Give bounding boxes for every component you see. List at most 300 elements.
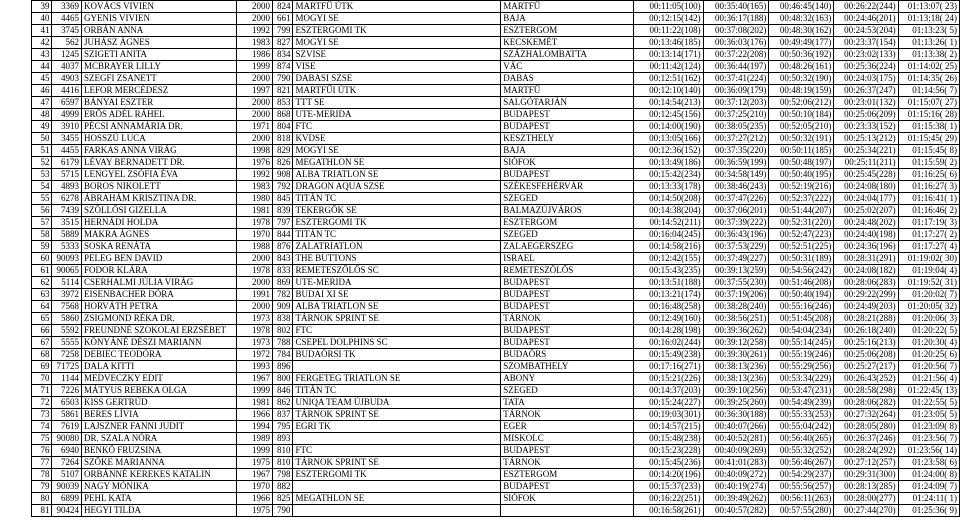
start-no-cell: 661 (272, 13, 293, 25)
club-cell: TITÁN TC (293, 385, 501, 397)
run-time-cell: 00:25:36(224) (834, 61, 898, 73)
club-cell: UTE-MERIDA (293, 109, 501, 121)
city-cell: REMETESZŐLŐS (501, 265, 634, 277)
name-cell: HOSSZÚ LUCA (81, 133, 236, 145)
start-no-cell: 837 (272, 409, 293, 421)
split-time-cell: 00:50:32(191) (769, 133, 834, 145)
start-no-cell: 893 (272, 433, 293, 445)
split-time-cell: 00:57:55(280) (769, 505, 834, 517)
total-time-cell: 01:16:25( 6) (898, 169, 959, 181)
bib-cell: 4455 (52, 145, 82, 157)
birth-year-cell: 1966 (237, 409, 273, 421)
table-row (32, 37, 960, 49)
total-time-cell: 01:16:46( 2) (898, 205, 959, 217)
table-row (32, 241, 960, 253)
club-cell: BUDAI XI SE (293, 289, 501, 301)
swim-time-cell: 00:14:50(208) (633, 193, 703, 205)
club-cell: MOGYI SE (293, 13, 501, 25)
city-cell: SZOMBATHELY (501, 361, 634, 373)
swim-time-cell: 00:16:48(258) (633, 301, 703, 313)
bike-time-cell: 00:37:19(206) (703, 289, 769, 301)
club-cell: REMETESZŐLŐS SC (293, 265, 501, 277)
swim-time-cell: 00:16:04(245) (633, 229, 703, 241)
bike-time-cell: 00:37:55(230) (703, 277, 769, 289)
bike-time-cell: 00:38:13(236) (703, 373, 769, 385)
total-time-cell: 01:21:56( 4) (898, 373, 959, 385)
club-cell: EGRI TK (293, 421, 501, 433)
run-time-cell: 00:24:46(201) (834, 13, 898, 25)
city-cell: ESZTERGOM (501, 217, 634, 229)
split-time-cell: 00:54:04(234) (769, 325, 834, 337)
table-row (32, 493, 960, 505)
swim-time-cell: 00:15:24(227) (633, 397, 703, 409)
start-no-cell: 799 (272, 25, 293, 37)
table-row (32, 481, 960, 493)
birth-year-cell: 1983 (237, 181, 273, 193)
bib-cell: 5715 (52, 169, 82, 181)
total-time-cell: 01:25:36( 9) (898, 505, 959, 517)
split-time-cell: 00:50:40(194) (769, 289, 834, 301)
run-time-cell: 00:28:24(292) (834, 445, 898, 457)
bib-cell: 5861 (52, 409, 82, 421)
birth-year-cell: 1997 (237, 85, 273, 97)
bike-time-cell: 00:36:09(179) (703, 85, 769, 97)
birth-year-cell: 1975 (237, 457, 273, 469)
name-cell: DEBIEC TEODÓRA (81, 349, 236, 361)
city-cell: ISRAEL (501, 253, 634, 265)
table-row (32, 409, 960, 421)
run-time-cell: 00:26:37(247) (834, 85, 898, 97)
total-time-cell: 01:24:00( 8) (898, 469, 959, 481)
run-time-cell: 00:25:16(213) (834, 337, 898, 349)
bike-time-cell: 00:40:09(269) (703, 445, 769, 457)
birth-year-cell: 1978 (237, 265, 273, 277)
table-row (32, 313, 960, 325)
table-row (32, 301, 960, 313)
birth-year-cell: 1967 (237, 469, 273, 481)
start-no-cell: 845 (272, 193, 293, 205)
swim-time-cell: 00:13:46(185) (633, 37, 703, 49)
club-cell: TÁRNOK SPRINT SE (293, 409, 501, 421)
total-time-cell: 01:20:22( 5) (898, 325, 959, 337)
results-body (32, 1, 960, 517)
swim-time-cell: 00:16:02(244) (633, 337, 703, 349)
table-row (32, 277, 960, 289)
start-no-cell: 909 (272, 301, 293, 313)
run-time-cell: 00:28:06(282) (834, 397, 898, 409)
start-no-cell: 795 (272, 421, 293, 433)
bike-time-cell: 00:37:53(229) (703, 241, 769, 253)
table-row (32, 349, 960, 361)
rank-cell: 76 (32, 445, 52, 457)
name-cell: NAGY MÓNIKA (81, 481, 236, 493)
total-time-cell: 01:22:55( 5) (898, 397, 959, 409)
city-cell: BUDAPEST (501, 169, 634, 181)
bib-cell: 6940 (52, 445, 82, 457)
swim-time-cell: 00:15:42(234) (633, 169, 703, 181)
name-cell: PÉCSI ANNAMÁRIA DR. (81, 121, 236, 133)
start-no-cell: 804 (272, 121, 293, 133)
run-time-cell: 00:29:31(300) (834, 469, 898, 481)
split-time-cell: 00:55:33(253) (769, 409, 834, 421)
table-row (32, 193, 960, 205)
run-time-cell: 00:28:58(298) (834, 385, 898, 397)
birth-year-cell: 1966 (237, 493, 273, 505)
bib-cell: 3745 (52, 25, 82, 37)
rank-cell: 55 (32, 193, 52, 205)
run-time-cell: 00:23:37(154) (834, 37, 898, 49)
table-row (32, 373, 960, 385)
city-cell: BUDAPEST (501, 277, 634, 289)
city-cell: BUDAPEST (501, 337, 634, 349)
split-time-cell: 00:54:56(242) (769, 265, 834, 277)
name-cell: PELEG BEN DAVID (81, 253, 236, 265)
run-time-cell: 00:26:43(252) (834, 373, 898, 385)
rank-cell: 74 (32, 421, 52, 433)
bib-cell: 5107 (52, 469, 82, 481)
run-time-cell: 00:27:44(270) (834, 505, 898, 517)
birth-year-cell: 1992 (237, 25, 273, 37)
bike-time-cell: 00:38:05(235) (703, 121, 769, 133)
run-time-cell: 00:29:22(299) (834, 289, 898, 301)
rank-cell: 72 (32, 397, 52, 409)
rank-cell: 62 (32, 277, 52, 289)
name-cell: CSERHALMI JÚLIA VIRÁG (81, 277, 236, 289)
split-time-cell: 00:55:14(245) (769, 337, 834, 349)
start-no-cell: 876 (272, 241, 293, 253)
run-time-cell: 00:24:53(204) (834, 25, 898, 37)
city-cell: TÁRNOK (501, 313, 634, 325)
name-cell: MCBRAYER LILLY (81, 61, 236, 73)
split-time-cell: 00:51:45(208) (769, 313, 834, 325)
total-time-cell: 01:13:26( 1) (898, 37, 959, 49)
city-cell: SALGÓTARJÁN (501, 97, 634, 109)
rank-cell: 59 (32, 241, 52, 253)
table-row (32, 265, 960, 277)
rank-cell: 40 (32, 13, 52, 25)
total-time-cell: 01:13:07( 23) (898, 1, 959, 13)
birth-year-cell: 2000 (237, 73, 273, 85)
name-cell: ERŐS ADÉL RÁHEL (81, 109, 236, 121)
table-row (32, 157, 960, 169)
rank-cell: 61 (32, 265, 52, 277)
birth-year-cell: 1970 (237, 481, 273, 493)
table-row (32, 133, 960, 145)
table-row (32, 85, 960, 97)
start-no-cell: 818 (272, 133, 293, 145)
club-cell: DABASI SZSE (293, 73, 501, 85)
name-cell: SOSKA RENÁTA (81, 241, 236, 253)
birth-year-cell: 1983 (237, 37, 273, 49)
split-time-cell: 00:50:48(197) (769, 157, 834, 169)
bike-time-cell: 00:34:58(149) (703, 169, 769, 181)
table-row (32, 61, 960, 73)
birth-year-cell: 1967 (237, 373, 273, 385)
birth-year-cell: 1978 (237, 217, 273, 229)
birth-year-cell: 2000 (237, 13, 273, 25)
run-time-cell: 00:24:03(175) (834, 73, 898, 85)
total-time-cell: 01:23:58( 6) (898, 457, 959, 469)
name-cell: BÁNYAI ESZTER (81, 97, 236, 109)
birth-year-cell: 1999 (237, 61, 273, 73)
club-cell: TITÁN TC (293, 229, 501, 241)
birth-year-cell: 1999 (237, 445, 273, 457)
table-row (32, 73, 960, 85)
city-cell: BUDAPEST (501, 481, 634, 493)
swim-time-cell: 00:15:23(228) (633, 445, 703, 457)
bib-cell: 7568 (52, 301, 82, 313)
swim-time-cell: 00:13:14(171) (633, 49, 703, 61)
start-no-cell: 874 (272, 61, 293, 73)
bike-time-cell: 00:38:56(251) (703, 313, 769, 325)
birth-year-cell: 1971 (237, 121, 273, 133)
total-time-cell: 01:20:56( 7) (898, 361, 959, 373)
split-time-cell: 00:50:32(190) (769, 73, 834, 85)
birth-year-cell: 1981 (237, 205, 273, 217)
bike-time-cell: 00:39:49(262) (703, 493, 769, 505)
split-time-cell: 00:52:31(220) (769, 217, 834, 229)
rank-cell: 64 (32, 301, 52, 313)
rank-cell: 53 (32, 169, 52, 181)
bike-time-cell: 00:37:27(212) (703, 133, 769, 145)
bike-time-cell: 00:37:47(226) (703, 193, 769, 205)
bike-time-cell: 00:39:30(261) (703, 349, 769, 361)
rank-cell: 66 (32, 325, 52, 337)
bib-cell: 90065 (52, 265, 82, 277)
start-no-cell: 798 (272, 469, 293, 481)
run-time-cell: 00:27:12(257) (834, 457, 898, 469)
swim-time-cell: 00:12:36(152) (633, 145, 703, 157)
rank-cell: 41 (32, 25, 52, 37)
city-cell: SZÉKESFEHÉRVÁR (501, 181, 634, 193)
city-cell: EGER (501, 421, 634, 433)
swim-time-cell: 00:15:21(226) (633, 373, 703, 385)
rank-cell: 56 (32, 205, 52, 217)
city-cell: KESZTHELY (501, 133, 634, 145)
run-time-cell: 00:28:06(283) (834, 277, 898, 289)
city-cell: SZEGED (501, 385, 634, 397)
rank-cell: 47 (32, 97, 52, 109)
bib-cell: 7264 (52, 457, 82, 469)
total-time-cell: 01:23:09( 8) (898, 421, 959, 433)
birth-year-cell: 1976 (237, 157, 273, 169)
city-cell: SIÓFOK (501, 157, 634, 169)
swim-time-cell: 00:12:45(156) (633, 109, 703, 121)
start-no-cell: 824 (272, 1, 293, 13)
bib-cell: 3515 (52, 217, 82, 229)
swim-time-cell: 00:12:49(160) (633, 313, 703, 325)
bike-time-cell: 00:40:19(274) (703, 481, 769, 493)
table-row (32, 13, 960, 25)
start-no-cell: 825 (272, 493, 293, 505)
city-cell: KECSKEMÉT (501, 37, 634, 49)
birth-year-cell: 1980 (237, 193, 273, 205)
total-time-cell: 01:20:02( 7) (898, 289, 959, 301)
city-cell: SIÓFOK (501, 493, 634, 505)
run-time-cell: 00:25:06(209) (834, 109, 898, 121)
city-cell: BUDAPEST (501, 121, 634, 133)
name-cell: ORBÁNNÉ KEREKES KATALIN (81, 469, 236, 481)
swim-time-cell: 00:15:48(238) (633, 433, 703, 445)
start-no-cell: 810 (272, 457, 293, 469)
split-time-cell: 00:55:29(256) (769, 361, 834, 373)
name-cell: ORBÁN ANNA (81, 25, 236, 37)
city-cell (501, 505, 634, 517)
swim-time-cell: 00:13:51(188) (633, 277, 703, 289)
bib-cell: 4999 (52, 109, 82, 121)
start-no-cell: 792 (272, 181, 293, 193)
bib-cell: 6179 (52, 157, 82, 169)
bike-time-cell: 00:37:08(202) (703, 25, 769, 37)
total-time-cell: 01:23:56( 7) (898, 433, 959, 445)
rank-cell: 58 (32, 229, 52, 241)
club-cell: ESZTERGOMI TK (293, 469, 501, 481)
name-cell: JUHÁSZ ÁGNES (81, 37, 236, 49)
total-time-cell: 01:23:56( 14) (898, 445, 959, 457)
club-cell: ESZTERGOMI TK (293, 217, 501, 229)
club-cell: ALBA TRIATLON SE (293, 301, 501, 313)
swim-time-cell: 00:13:33(178) (633, 181, 703, 193)
bike-time-cell: 00:36:03(176) (703, 37, 769, 49)
bib-cell: 4416 (52, 85, 82, 97)
bike-time-cell: 00:37:35(220) (703, 145, 769, 157)
total-time-cell: 01:14:56( 7) (898, 85, 959, 97)
name-cell: LÉVAY BERNADETT DR. (81, 157, 236, 169)
run-time-cell: 00:25:45(228) (834, 169, 898, 181)
total-time-cell: 01:15:45( 8) (898, 145, 959, 157)
split-time-cell: 00:51:44(207) (769, 205, 834, 217)
bib-cell: 5592 (52, 325, 82, 337)
start-no-cell: 797 (272, 217, 293, 229)
run-time-cell: 00:27:32(264) (834, 409, 898, 421)
total-time-cell: 01:16:41( 1) (898, 193, 959, 205)
table-row (32, 49, 960, 61)
swim-time-cell: 00:14:52(211) (633, 217, 703, 229)
total-time-cell: 01:20:25( 6) (898, 349, 959, 361)
name-cell: FARKAS ANNA VIRÁG (81, 145, 236, 157)
table-row (32, 421, 960, 433)
city-cell: BUDAPEST (501, 289, 634, 301)
club-cell: FERGETEG TRIATLON SE (293, 373, 501, 385)
start-no-cell: 853 (272, 97, 293, 109)
name-cell: LENGYEL ZSÓFIA ÉVA (81, 169, 236, 181)
run-time-cell: 00:28:13(285) (834, 481, 898, 493)
bib-cell: 3455 (52, 133, 82, 145)
split-time-cell: 00:50:10(184) (769, 109, 834, 121)
club-cell (293, 433, 501, 445)
total-time-cell: 01:16:27( 3) (898, 181, 959, 193)
run-time-cell: 00:25:13(212) (834, 133, 898, 145)
start-no-cell: 829 (272, 145, 293, 157)
swim-time-cell: 00:12:15(142) (633, 13, 703, 25)
bib-cell: 4903 (52, 73, 82, 85)
rank-cell: 79 (32, 481, 52, 493)
bike-time-cell: 00:39:10(256) (703, 385, 769, 397)
swim-time-cell: 00:15:43(235) (633, 265, 703, 277)
swim-time-cell: 00:14:28(198) (633, 325, 703, 337)
name-cell: MAKRA ÁGNES (81, 229, 236, 241)
run-time-cell: 00:28:21(288) (834, 313, 898, 325)
swim-time-cell: 00:13:49(186) (633, 157, 703, 169)
run-time-cell: 00:24:48(202) (834, 217, 898, 229)
name-cell: BERES LÍVIA (81, 409, 236, 421)
table-row (32, 469, 960, 481)
run-time-cell: 00:23:33(152) (834, 121, 898, 133)
club-cell: MOGYI SE (293, 145, 501, 157)
city-cell: VÁC (501, 61, 634, 73)
start-no-cell: 788 (272, 337, 293, 349)
start-no-cell: 800 (272, 373, 293, 385)
bike-time-cell: 00:37:39(222) (703, 217, 769, 229)
name-cell: LAJSZNER FANNI JUDIT (81, 421, 236, 433)
club-cell: UNIQA TEAM ÚJBUDA (293, 397, 501, 409)
run-time-cell: 00:25:11(211) (834, 157, 898, 169)
birth-year-cell: 1972 (237, 349, 273, 361)
city-cell: MARTFŰ (501, 1, 634, 13)
table-row (32, 25, 960, 37)
club-cell: ALBA TRIATLON SE (293, 169, 501, 181)
bib-cell: 4037 (52, 61, 82, 73)
name-cell: FODOR KLÁRA (81, 265, 236, 277)
name-cell: MEDVECZKY EDIT (81, 373, 236, 385)
bike-time-cell: 00:40:09(272) (703, 469, 769, 481)
city-cell: ESZTERGOM (501, 469, 634, 481)
bike-time-cell: 00:41:01(283) (703, 457, 769, 469)
start-no-cell: 834 (272, 49, 293, 61)
split-time-cell: 00:50:40(195) (769, 169, 834, 181)
club-cell: BUDAÖRSI TK (293, 349, 501, 361)
swim-time-cell: 00:11:42(124) (633, 61, 703, 73)
total-time-cell: 01:15:59( 2) (898, 157, 959, 169)
city-cell: BUDAPEST (501, 325, 634, 337)
rank-cell: 43 (32, 49, 52, 61)
city-cell: BUDAÖRS (501, 349, 634, 361)
club-cell: FTC (293, 325, 501, 337)
bib-cell: 3369 (52, 1, 82, 13)
birth-year-cell: 1986 (237, 49, 273, 61)
swim-time-cell: 00:14:00(190) (633, 121, 703, 133)
table-row (32, 169, 960, 181)
split-time-cell: 00:56:40(265) (769, 433, 834, 445)
bib-cell: 7226 (52, 385, 82, 397)
table-row (32, 97, 960, 109)
table-row (32, 385, 960, 397)
split-time-cell: 00:55:32(252) (769, 445, 834, 457)
city-cell: TATA (501, 397, 634, 409)
bib-cell: 90093 (52, 253, 82, 265)
city-cell: BUDAPEST (501, 109, 634, 121)
bike-time-cell: 00:37:06(201) (703, 205, 769, 217)
start-no-cell: 862 (272, 397, 293, 409)
rank-cell: 71 (32, 385, 52, 397)
club-cell: TÁRNOK SPRINT SE (293, 313, 501, 325)
name-cell: KOVÁCS VIVIEN (81, 1, 236, 13)
birth-year-cell: 1991 (237, 289, 273, 301)
start-no-cell: 790 (272, 505, 293, 517)
name-cell: DALA KITTI (81, 361, 236, 373)
name-cell: ZSIGMOND RÉKA DR. (81, 313, 236, 325)
birth-year-cell: 1998 (237, 145, 273, 157)
bib-cell: 3910 (52, 121, 82, 133)
rank-cell: 46 (32, 85, 52, 97)
rank-cell: 44 (32, 61, 52, 73)
split-time-cell: 00:55:16(246) (769, 301, 834, 313)
name-cell: SZIGETI ANITA (81, 49, 236, 61)
split-time-cell: 00:49:49(177) (769, 37, 834, 49)
swim-time-cell: 00:12:10(140) (633, 85, 703, 97)
table-row (32, 289, 960, 301)
bib-cell: 3972 (52, 289, 82, 301)
